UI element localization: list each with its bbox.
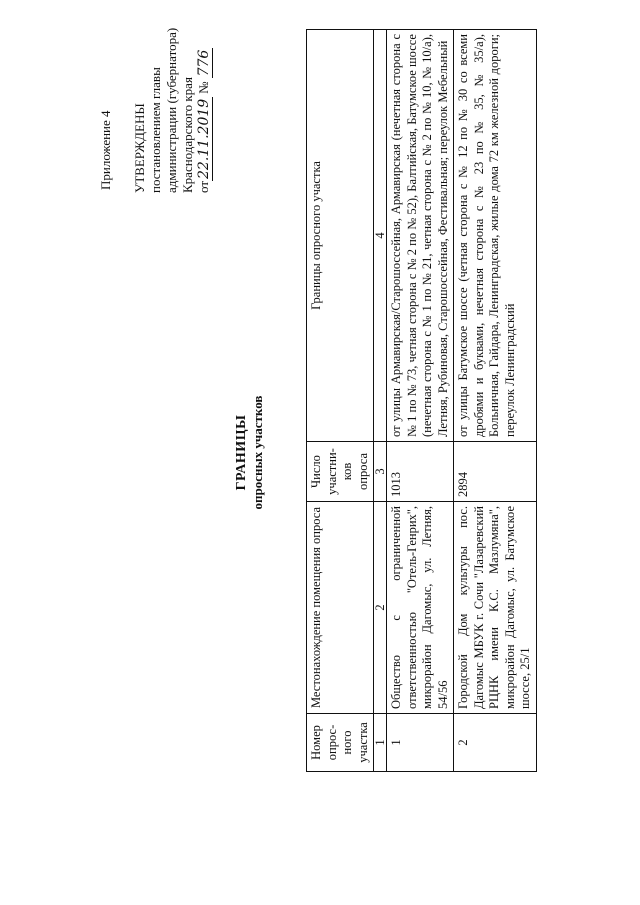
document-subtitle: опросных участков [250, 395, 265, 510]
area-participants: 2894 [454, 442, 537, 502]
column-number: 1 [374, 714, 387, 772]
appendix-label: Приложение 4 [98, 110, 113, 190]
area-number: 1 [387, 714, 454, 772]
column-number: 3 [374, 442, 387, 502]
column-header: Номер опрос-ного участка [307, 714, 374, 772]
handwritten-number: 776 [196, 49, 212, 77]
polling-areas-table [306, 29, 537, 772]
column-header: Границы опросного участка [307, 30, 374, 442]
area-location: Городской Дом культуры пос. Дагомыс МБУК г. Сочи "Лазаревский РЦНК имени К.С. Мазлумяна", микрорайон Дагомыс, ул. Батумское шоссе, 25/1 [454, 502, 537, 714]
date-prefix: от [196, 180, 211, 193]
column-number-row [374, 30, 387, 772]
table-header-row [307, 30, 374, 772]
area-number: 2 [454, 714, 537, 772]
area-boundaries: от улицы Батумское шоссе (четная сторона с № 12 по № 30 со всеми дробями и буквами, нечетная сторона с № 23 по № 35, № 35/а), Больничная, Гайдара, Ленинградская, жилые дома 72 км железной дороги; переулок Ленинградский [454, 30, 537, 442]
handwritten-date: 22.11.2019 [196, 98, 212, 179]
column-number: 2 [374, 502, 387, 714]
column-header: Число участни-ков опроса [307, 442, 374, 502]
approval-line: Краснодарского края [180, 77, 195, 193]
table-row [454, 30, 537, 772]
approval-line: постановлением главы [148, 67, 163, 193]
document-title: ГРАНИЦЫ [234, 414, 249, 491]
approval-line: УТВЕРЖДЕНЫ [132, 103, 147, 193]
column-header: Местонахождение помещения опроса [307, 502, 374, 714]
approval-line: администрации (губернатора) [164, 27, 179, 193]
number-prefix: № [196, 81, 211, 94]
area-boundaries: от улицы Армавирская/Старошоссейная, Армавирская (нечетная сторона с № 1 по № 73, четная сторона с № 2 по № 52), Балтийская, Батумское шоссе (нечетная сторона с № 1 по № 21, четная сторона с № 2 по № 10, № 10/а), Летняя, Рубиновая, Старошоссейная, Фестивальная; переулок Мебельный [387, 30, 454, 442]
table-row [387, 30, 454, 772]
approval-block [132, 0, 213, 193]
area-location: Общество с ограниченной ответственностью "Отель-Генрих", микрорайон Дагомыс, ул. Летняя, 54/56 [387, 502, 454, 714]
column-number: 4 [374, 30, 387, 442]
approval-date-line [196, 0, 213, 193]
area-participants: 1013 [387, 442, 454, 502]
